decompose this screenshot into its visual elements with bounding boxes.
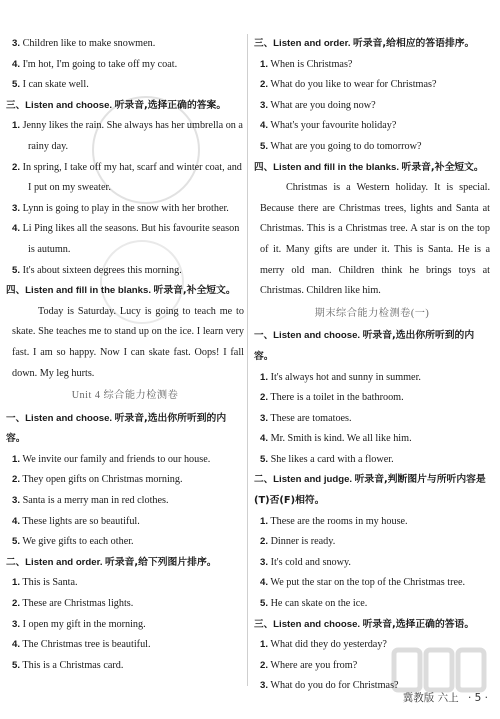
list-item: 2. In spring, I take off my hat, scarf and winter coat, and I put on my sweater. [12,161,242,194]
list-item: 4. These lights are so beautiful. [12,515,140,527]
right-column [254,34,490,697]
list-item: 1. When is Christmas? [260,58,353,70]
section-heading: 四、Listen and fill in the blanks. 听录音,补全短文。 [254,161,484,173]
list-item: 4. Mr. Smith is kind. We all like him. [260,433,412,445]
list-item: 1. It's always hot and sunny in summer. [260,371,421,383]
section-heading: 三、Listen and choose. 听录音,选择正确的答案。 [6,99,227,111]
section-heading: 一、Listen and choose. 听录音,选出你所听到的内容。 [254,330,475,362]
list-item: 3. These are tomatoes. [260,412,352,424]
list-item: 4. What's your favourite holiday? [260,120,397,132]
list-item: 1. This is Santa. [12,577,78,589]
list-item: 3. Children like to make snowmen. [12,38,156,49]
list-item: 3. What are you doing now? [260,99,376,111]
list-item: 2. These are Christmas lights. [12,598,134,610]
list-item: 3. Lynn is going to play in the snow with her brother. [12,202,229,214]
unit-title: Unit 4 综合能力检测卷 [71,390,179,402]
list-item: 2. They open gifts on Christmas morning. [12,474,183,486]
list-item: 1. What did they do yesterday? [260,639,387,651]
section-heading: 四、Listen and fill in the blanks. 听录音,补全短文。 [6,285,236,297]
list-item: 1. Jenny likes the rain. She always has her umbrella on a rainy day. [12,120,243,152]
column-divider [247,34,248,686]
list-item: 4. I'm hot, I'm going to take off my coat. [12,58,178,70]
list-item: 5. We give gifts to each other. [12,536,134,548]
list-item: 4. We put the star on the top of the Christmas tree. [260,577,466,589]
list-item: 4. The Christmas tree is beautiful. [12,639,151,651]
section-heading: 一、Listen and choose. 听录音,选出你所听到的内容。 [6,412,227,445]
list-item: 5. This is a Christmas card. [12,659,124,671]
page-footer [403,690,488,705]
list-item: 5. I can skate well. [12,79,89,91]
list-item: 2. Dinner is ready. [260,536,336,548]
footer-text: 冀教版 六上 [402,692,459,704]
list-item: 5. He can skate on the ice. [260,598,368,610]
section-heading: 二、Listen and order. 听录音,给下列图片排序。 [6,556,217,568]
list-item: 2. Where are you from? [260,659,358,671]
section-heading: 二、Listen and judge. 听录音,判断图片与所听内容是(T)否(F)相符。 [254,474,486,507]
section-heading: 三、Listen and order. 听录音,给相应的答语排序。 [254,38,475,49]
list-item: 2. There is a toilet in the bathroom. [260,392,404,404]
list-item: 3. It's cold and snowy. [260,556,351,568]
left-column [6,34,244,676]
list-item: 3. What do you do for Christmas? [260,680,399,692]
passage: Today is Saturday. Lucy is going to teach me to skate. She teaches me to stand up on the ice. I learn very fast. I am so happy. Now I can skate fast. Oops! I fall down. My leg hurts. [12,305,244,379]
list-item: 1. We invite our family and friends to our house. [12,453,211,465]
list-item: 1. These are the rooms in my house. [260,515,408,527]
exam-title: 期末综合能力检测卷(一) [314,307,430,319]
page-number: · 5 · [467,692,488,704]
list-item: 4. Li Ping likes all the seasons. But his favourite season is autumn. [12,223,240,255]
list-item: 3. Santa is a merry man in red clothes. [12,495,169,507]
list-item: 2. What do you like to wear for Christmas? [260,79,437,91]
list-item: 5. She likes a card with a flower. [260,453,394,465]
list-item: 5. What are you going to do tomorrow? [260,140,422,152]
list-item: 5. It's about sixteen degrees this morning. [12,264,182,276]
list-item: 3. I open my gift in the morning. [12,618,146,630]
passage: Christmas is a Western holiday. It is special. Because there are Christmas trees, lights and Santa at Christmas. This is a Christmas tree. A star is on the top of it. Many gifts are under it. This is Santa. He is a merry old man. Children think he brings toys at Christmas. Children like him. [260,182,490,297]
section-heading: 三、Listen and choose. 听录音,选择正确的答语。 [254,618,475,630]
